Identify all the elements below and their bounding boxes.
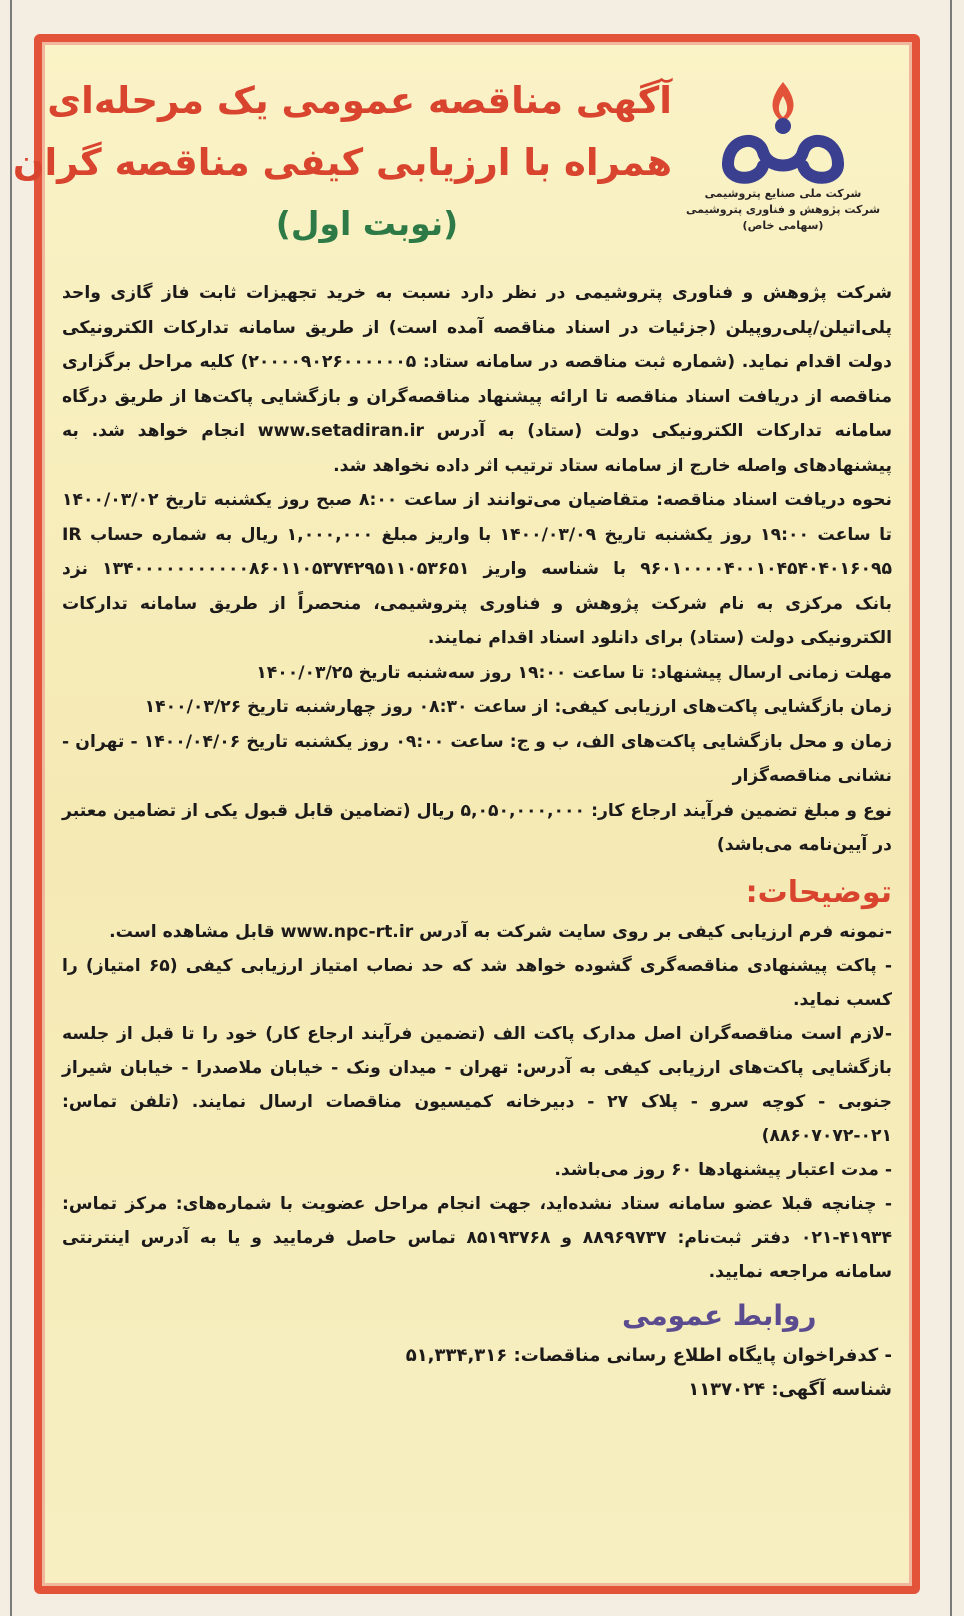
logo-line-1: شرکت ملی صنایع پتروشیمی [704,187,862,200]
page-border-right [950,0,952,1616]
note-item: - مدت اعتبار پیشنهادها ۶۰ روز می‌باشد. [554,1159,892,1180]
page-border-left [10,0,12,1616]
note-item: - پاکت پیشنهادی مناقصه‌گری گشوده خواهد شد که حد نصاب امتیاز ارزیابی کیفی (۶۵ امتیاز) را کسب نماید. [62,955,892,1010]
title-line-2: همراه با ارزیابی کیفی مناقصه گران [12,141,672,184]
intro-paragraph [62,276,892,483]
note-item: -نمونه فرم ارزیابی کیفی بر روی سایت شرکت به آدرس www.npc-rt.ir قابل مشاهده است. [109,921,892,942]
round-label: (نوبت اول) [275,204,459,243]
note-item: - چنانچه قبلا عضو سامانه ستاد نشده‌اید، جهت انجام مراحل عضویت با شماره‌های: مرکز تماس: ۴۱۹۳۴-۰۲۱ دفتر ثبت‌نام: ۸۸۹۶۹۷۳۷ و ۸۵۱۹۳۷۶۸ تماس حاصل فرمایید و یا به آدرس اینترنتی سامانه مراجعه نمایید. [62,1193,892,1282]
advertisement-header [12,56,892,276]
submission-deadline: مهلت زمانی ارسال پیشنهاد: تا ساعت ۱۹:۰۰ روز سه‌شنبه تاریخ ۱۴۰۰/۰۳/۲۵ [256,662,892,683]
tender-code: - کدفراخوان پایگاه اطلاع رسانی مناقصات: ۵۱,۳۳۴,۳۱۶ [405,1344,892,1366]
document-receipt-paragraph: نحوه دریافت اسناد مناقصه: متقاضیان می‌توانند از ساعت ۸:۰۰ صبح روز یکشنبه تاریخ ۱۴۰۰/۰۳/۰۲ تا ساعت ۱۹:۰۰ روز یکشنبه تاریخ ۱۴۰۰/۰۳/۰۹ با واریز مبلغ ۱,۰۰۰,۰۰۰ ریال به شماره حساب IR ۹۶۰۱۰۰۰۰۴۰۰۱۰۴۵۴۰۴۰۱۶۰۹۵ با شناسه واریز ۱۳۴۰۰۰۰۰۰۰۰۰۰۰۸۶۰۱۱۰۵۳۷۴۲۹۵۱۱۰۵۳۶۵۱ نزد بانک مرکزی به نام شرکت پژوهش و فناوری پتروشیمی، منحصراً از طریق سامانه تدارکات الکترونیکی دولت (ستاد) برای دانلود اسناد اقدام نمایند. [62,490,892,648]
company-logo-block [678,76,888,234]
advertisement-frame [12,34,920,1594]
notes-title: توضیحات: [745,874,892,910]
logo-line-3: (سهامی خاص) [742,219,824,232]
notes-list [62,915,892,1289]
note-item: -لازم است مناقصه‌گران اصل مدارک پاکت الف (تضمین فرآیند ارجاع کار) خود را تا قبل از جلسه بازگشایی پاکت‌های ارزیابی کیفی به آدرس: تهران - میدان ونک - خیابان ملاصدرا - خیابان شیراز جنوبی - کوچه سرو - پلاک ۲۷ - دبیرخانه کمیسیون مناقصات ارسال نمایند. (تلفن تماس: ۰۲۱-۸۸۶۰۷۰۷۲) [62,1023,892,1146]
logo-line-2: شرکت پژوهش و فناوری پتروشیمی [685,203,881,216]
title-line-1: آگهی مناقصه عمومی یک مرحله‌ای [47,79,672,122]
advertisement-content [12,56,893,1572]
ad-identifier: شناسه آگهی: ۱۱۳۷۰۲۴ [688,1378,892,1400]
envelope-opening-time: زمان و محل بازگشایی پاکت‌های الف، ب و ج: ساعت ۰۹:۰۰ روز یکشنبه تاریخ ۱۴۰۰/۰۴/۰۶ - تهران - نشانی مناقصه‌گزار [62,731,892,786]
advertisement-body [62,276,892,863]
intro-text: در نظر دارد نسبت به خرید تجهیزات ثابت فاز گازی واحد پلی‌اتیلن/پلی‌روپیلن (جزئیات در اسناد مناقصه آمده است) از طریق سامانه تدارکات الکترونیکی دولت اقدام نماید. (شماره ثبت مناقصه در سامانه ستاد: ۲۰۰۰۰۹۰۲۶۰۰۰۰۰۰۵) کلیه مراحل برگزاری مناقصه از دریافت اسناد مناقصه تا ارائه پیشنهاد مناقصه‌گران و بازگشایی پاکت‌ها از طریق درگاه سامانه تدارکات الکترونیکی دولت (ستاد) به آدرس www.setadiran.ir انجام خواهد شد. به پیشنهادهای واصله خارج از سامانه ستاد ترتیب اثر داده نخواهد شد. [62,283,892,476]
public-relations-signature: روابط عمومی [622,1298,817,1332]
company-name: شرکت پژوهش و فناوری پتروشیمی [574,283,892,303]
title-block [12,70,672,248]
guarantee-amount: نوع و مبلغ تضمین فرآیند ارجاع کار: ۵,۰۵۰,۰۰۰,۰۰۰ ریال (تضامین قابل قبول یکی از تضامین معتبر در آیین‌نامه می‌باشد) [62,800,893,855]
quality-opening-time: زمان بازگشایی پاکت‌های ارزیابی کیفی: از ساعت ۰۸:۳۰ روز چهارشنبه تاریخ ۱۴۰۰/۰۳/۲۶ [144,697,892,717]
petrochemical-logo-icon [708,76,858,186]
